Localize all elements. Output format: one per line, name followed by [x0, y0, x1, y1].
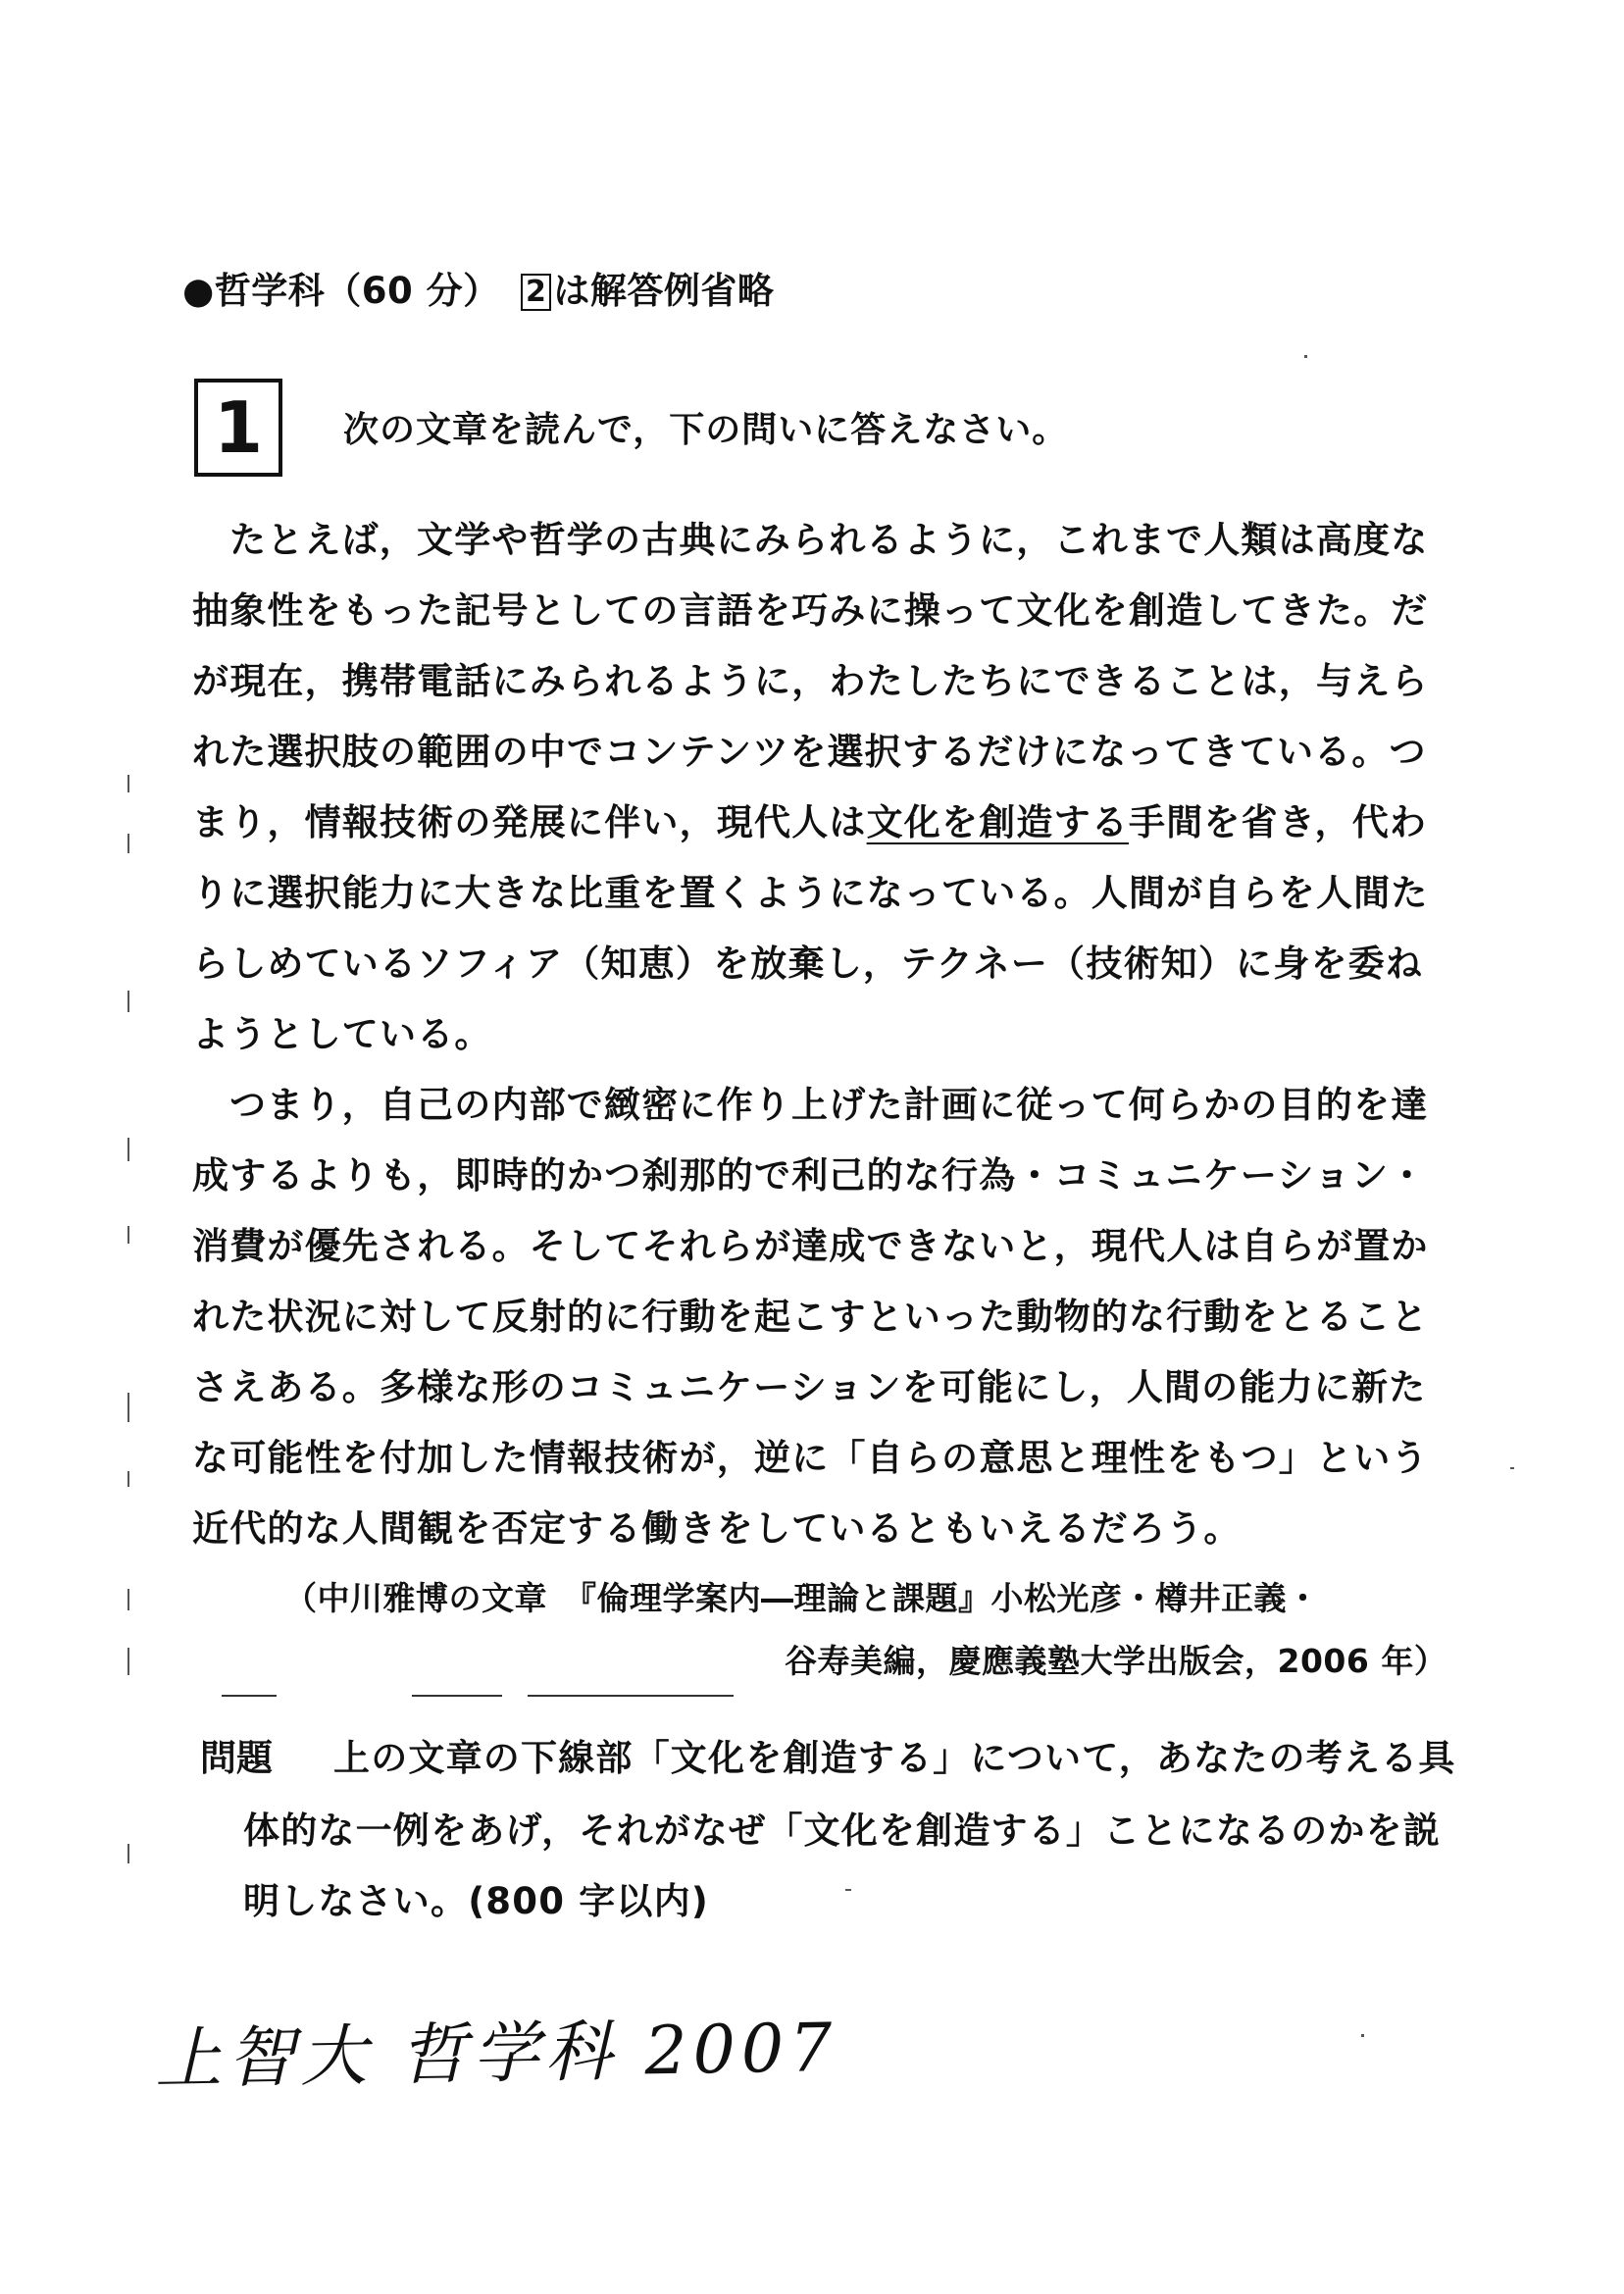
question-text: 体的な一例をあげ，それがなぜ「文化を創造する」ことになるのかを説: [243, 1810, 1441, 1852]
passage-line: 消費が優先される。そしてそれらが達成できないと，現代人は自らが置か: [192, 1225, 1429, 1267]
instruction-text: 次の文章を読んで，下の問いに答えなさい。: [343, 410, 1069, 450]
passage-line: 近代的な人間観を否定する働きをしているともいえるだろう。: [192, 1507, 1242, 1550]
passage-line: らしめているソフィア（知恵）を放棄し，テクネー（技術知）に身を委ね: [192, 943, 1424, 985]
underlined-phrase: 文化を創造する: [866, 801, 1130, 843]
passage-text: まり，情報技術の発展に伴い，現代人は: [192, 801, 867, 843]
omission-note: は解答例省略: [553, 270, 775, 312]
passage-line: つまり，自己の内部で緻密に作り上げた計画に従って何らかの目的を達: [229, 1084, 1429, 1126]
separator-dash: [528, 1695, 734, 1697]
passage-line: さえある。多様な形のコミュニケーションを可能にし，人間の能力に新た: [192, 1366, 1427, 1408]
question-text: 明しなさい。(800 字以内): [243, 1880, 709, 1922]
passage-line: れた選択肢の範囲の中でコンテンツを選択するだけになってきている。つ: [192, 731, 1427, 773]
boxed-question-number: 2: [521, 274, 551, 311]
passage-line: れた状況に対して反射的に行動を起こすといった動物的な行動をとること: [192, 1296, 1429, 1338]
passage-line: りに選択能力に大きな比重を置くようになっている。人間が自らを人間た: [192, 872, 1429, 914]
question-label: 問題: [200, 1737, 273, 1779]
citation-line: （中川雅博の文章 『倫理学案内―理論と課題』小松光彦・樽井正義・: [284, 1579, 1320, 1617]
separator-dash: [222, 1695, 277, 1697]
question-text: 上の文章の下線部「文化を創造する」について，あなたの考える具: [333, 1737, 1456, 1779]
passage-line: が現在，携帯電話にみられるように，わたしたちにできることは，与えら: [192, 660, 1429, 702]
handwritten-note: 上智大 哲学科 2007: [154, 2009, 839, 2100]
passage-line: な可能性を付加した情報技術が，逆に「自らの意思と理性をもつ」という: [192, 1437, 1429, 1479]
section-title: ●哲学科（60 分）: [182, 270, 500, 312]
passage-line: たとえば，文学や哲学の古典にみられるように，これまで人類は高度な: [229, 519, 1429, 561]
passage-line: [192, 792, 1427, 845]
passage-text: 手間を省き，代わ: [1129, 801, 1428, 843]
citation-line: 谷寿美編，慶應義塾大学出版会，2006 年）: [785, 1642, 1447, 1680]
question-number-box: 1: [194, 379, 282, 477]
passage-line: 抽象性をもった記号としての言語を巧みに操って文化を創造してきた。だ: [192, 589, 1429, 632]
passage-line: ようとしている。: [192, 1013, 492, 1055]
separator-dash: [412, 1695, 502, 1697]
passage-line: 成するよりも，即時的かつ刹那的で利己的な行為・コミュニケーション・: [192, 1154, 1427, 1197]
